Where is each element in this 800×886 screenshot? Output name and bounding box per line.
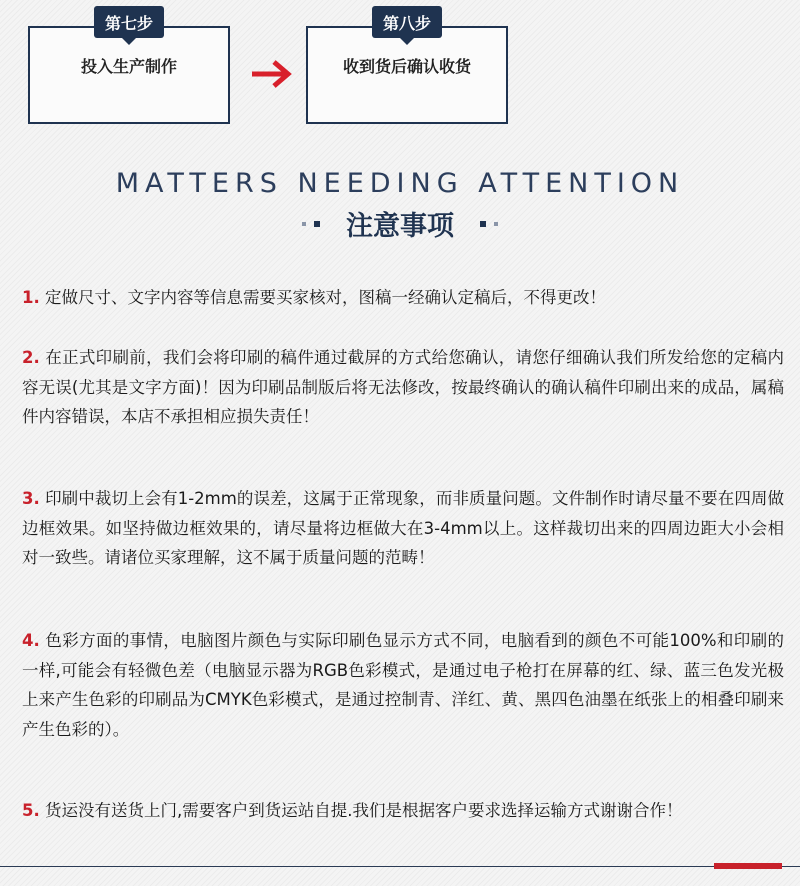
step-seven-tag: 第七步 <box>94 6 164 38</box>
step-eight-tag: 第八步 <box>372 6 442 38</box>
note-1 <box>22 283 784 313</box>
left-dots-icon <box>302 221 320 227</box>
right-dots-icon <box>480 221 498 227</box>
note-text: 在正式印刷前，我们会将印刷的稿件通过截屏的方式给您确认，请您仔细确认我们所发给您的定稿内容无误(尤其是文字方面)！因为印刷品制版后将无法修改，按最终确认的确认稿件印刷出来的成品，属稿件内容错误，本店不承担相应损失责任！ <box>22 348 784 426</box>
note-number: 5. <box>22 801 40 820</box>
note-number: 2. <box>22 348 40 367</box>
note-3 <box>22 484 784 573</box>
note-5 <box>22 796 784 826</box>
note-text: 定做尺寸、文字内容等信息需要买家核对，图稿一经确认定稿后，不得更改！ <box>39 288 606 307</box>
bottom-divider <box>0 866 800 867</box>
section-title-cn: 注意事项 <box>346 211 454 242</box>
note-4 <box>22 626 784 744</box>
note-text: 色彩方面的事情，电脑图片颜色与实际印刷色显示方式不同，电脑看到的颜色不可能100%和印刷的一样,可能会有轻微色差（电脑显示器为RGB色彩模式，是通过电子枪打在屏幕的红、绿、蓝三色发光极上来产生色彩的印刷品为CMYK色彩模式，是通过控制青、洋红、黄、黑四色油墨在纸张上的相叠印刷来产生色彩的）。 <box>22 631 784 739</box>
section-title-row <box>0 204 800 243</box>
note-number: 3. <box>22 489 40 508</box>
note-text: 货运没有送货上门,需要客户到货运站自提.我们是根据客户要求选择运输方式谢谢合作！ <box>39 801 683 820</box>
note-2 <box>22 343 784 432</box>
note-text: 印刷中裁切上会有1-2mm的误差，这属于正常现象，而非质量问题。文件制作时请尽量不要在四周做边框效果。如坚持做边框效果的，请尽量将边框做大在3-4mm以上。这样裁切出来的四周边距大小会相对一致些。请诸位买家理解，这不属于质量问题的范畴！ <box>22 489 784 567</box>
note-number: 1. <box>22 288 40 307</box>
arrow-right-icon <box>250 58 294 90</box>
note-number: 4. <box>22 631 40 650</box>
step-eight-label: 收到货后确认收货 <box>342 56 471 76</box>
step-seven-label: 投入生产制作 <box>80 56 177 76</box>
section-title-en: MATTERS NEEDING ATTENTION <box>115 168 685 199</box>
bottom-accent-bar <box>714 863 782 869</box>
